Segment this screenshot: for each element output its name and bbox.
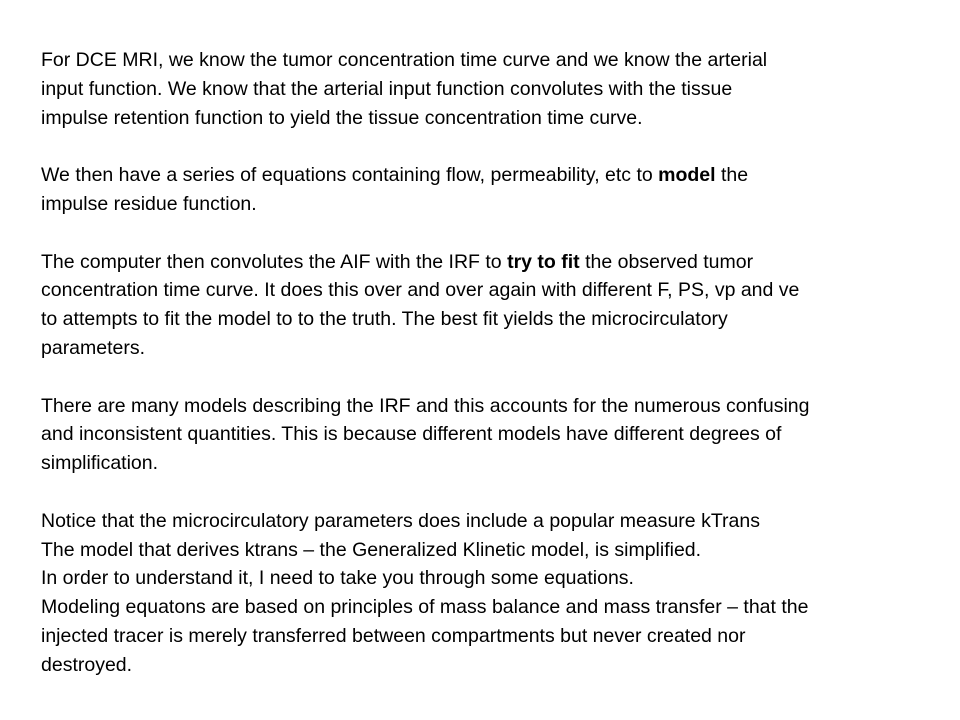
text-line: There are many models describing the IRF and this accounts for the numerous confusing <box>41 394 810 417</box>
text-line: parameters. <box>41 336 146 359</box>
text-line: impulse residue function. <box>41 192 257 215</box>
paragraph-irf-models <box>41 392 921 478</box>
bold-term-model: model <box>658 164 716 187</box>
text-line <box>41 248 921 277</box>
text-line: injected tracer is merely transferred between compartments but never created nor <box>41 624 746 647</box>
text-segment: the <box>715 164 749 187</box>
text-line: For DCE MRI, we know the tumor concentration time curve and we know the arterial <box>41 49 768 71</box>
text-segment: We then have a series of equations containing flow, permeability, etc to <box>41 164 659 187</box>
text-line: concentration time curve. It does this over and over again with different F, PS, vp and ve <box>41 279 800 302</box>
text-line: impulse retention function to yield the tissue concentration time curve. <box>41 106 643 129</box>
paragraph-convolution-fit <box>41 248 921 363</box>
text-line: Notice that the microcirculatory parameters does include a popular measure kTrans <box>41 509 760 532</box>
paragraph-model-equations <box>41 161 921 219</box>
text-line: Modeling equatons are based on principles of mass balance and mass transfer – that the <box>41 596 809 619</box>
bold-term-try-to-fit: try to fit <box>507 250 580 273</box>
text-line: simplification. <box>41 452 159 475</box>
text-line: and inconsistent quantities. This is because different models have different degrees of <box>41 423 782 446</box>
text-line: input function. We know that the arterial input function convolutes with the tissue <box>41 77 733 100</box>
text-line: to attempts to fit the model to to the truth. The best fit yields the microcirculatory <box>41 308 728 331</box>
text-segment: The computer then convolutes the AIF with the IRF to <box>41 250 508 273</box>
text-segment: the observed tumor <box>579 250 754 273</box>
paragraph-dce-mri-intro <box>41 46 921 132</box>
text-line: The model that derives ktrans – the Generalized Klinetic model, is simplified. <box>41 538 702 561</box>
text-line: destroyed. <box>41 653 133 676</box>
text-line: In order to understand it, I need to take you through some equations. <box>41 567 634 590</box>
paragraph-ktrans-mass-balance <box>41 507 921 680</box>
slide-text-body <box>41 46 921 680</box>
text-line <box>41 161 921 190</box>
